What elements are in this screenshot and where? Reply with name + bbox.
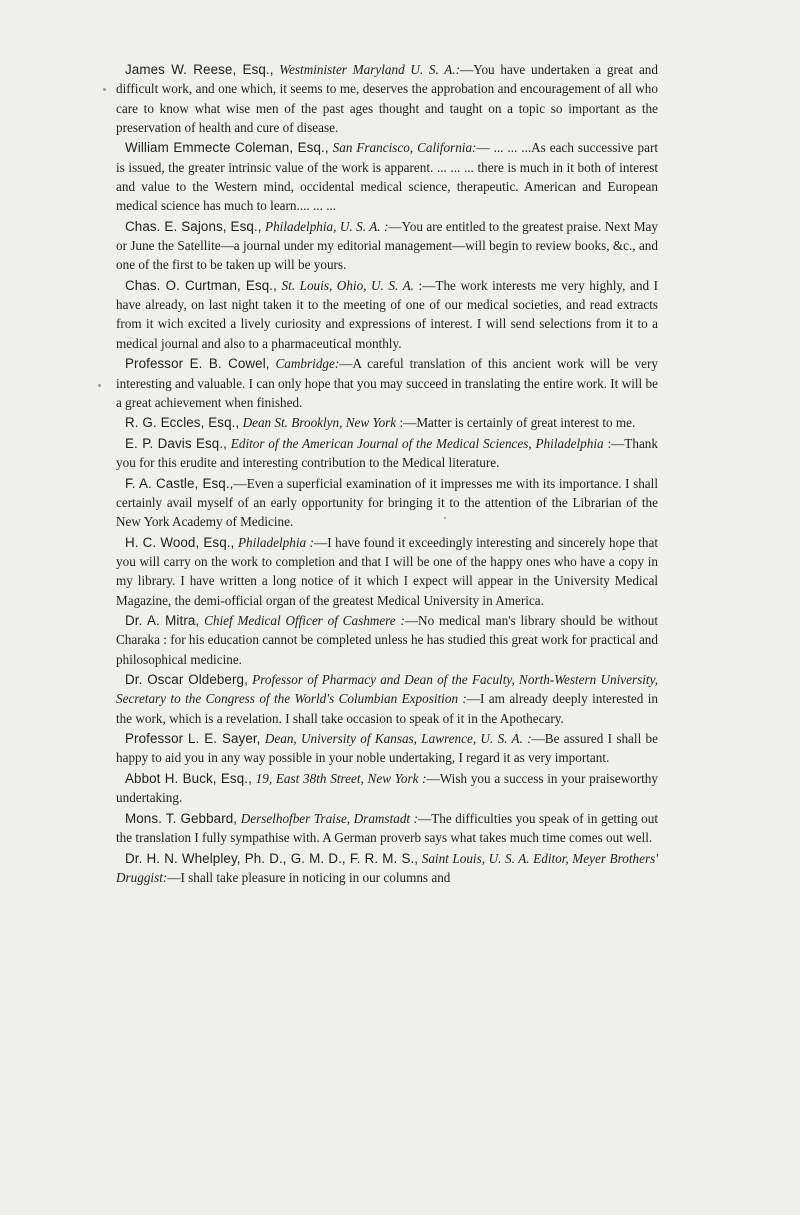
testimonial-entry (116, 849, 658, 888)
testimonial-entry (116, 413, 658, 432)
testimonial-text: —No medical man's library should be without Charaka : for his education cannot be completed unless he has studied this great work for practical and philosophical medicine. (116, 613, 658, 667)
testimonial-text: —Be assured I shall be happy to aid you in any way possible in your noble undertaking, I regard it as very important. (116, 731, 659, 766)
testimonial-entry (116, 809, 658, 848)
testimonial-text: —You have undertaken a great and difficult work, and one which, it seems to me, deserves the approbation and encouragement of all who care to know what wise men of the past ages thought and taught on a topic so important as the preservation of health and cure of disease. (116, 62, 658, 135)
testimonials-body (116, 60, 658, 888)
testimonial-text: :—Matter is certainly of great interest to me. (396, 415, 636, 431)
testimonial-entry (116, 217, 658, 275)
testimonial-text: —A careful translation of this ancient work will be very interesting and valuable. I can only hope that you may succeed in translating the entire work. It will be a great achievement when finished. (116, 356, 658, 410)
testimonial-entry (116, 729, 658, 768)
testimonial-entry (116, 670, 658, 728)
testimonial-author: Dr. Oscar Oldeberg, (125, 672, 248, 688)
testimonial-author: Dr. H. N. Whelpley, Ph. D., G. M. D., F. R. M. S., (125, 850, 419, 866)
testimonial-entry (116, 434, 658, 473)
testimonial-author: William Emmecte Coleman, Esq., (125, 140, 329, 156)
testimonial-location: Saint Louis, U. S. A. Editor, Meyer Brothers' Druggist: (116, 850, 659, 885)
testimonial-author: H. C. Wood, Esq., (125, 534, 235, 550)
testimonial-location: Philadelphia : (237, 534, 315, 550)
testimonial-author: R. G. Eccles, Esq., (125, 415, 240, 431)
testimonial-text: — ... ... ...As each successive part is issued, the greater intrinsic value of the work is apparent. ... ... ... there is much in it both of interest and value to the Western mind, occidental medical science, therapeutic. American and European medical science has much to learn.... ... ... (116, 140, 658, 214)
testimonial-author: Mons. T. Gebbard, (125, 810, 238, 826)
testimonial-entry (116, 276, 658, 353)
testimonial-author: F. A. Castle, Esq., (125, 475, 234, 491)
testimonial-text: —The difficulties you speak of in getting out the translation I fully sympathise with. A German proverb says what takes much time comes out well. (116, 810, 659, 846)
testimonial-location: Dean St. Brooklyn, New York (242, 415, 397, 431)
testimonial-location: Editor of the American Journal of the Medical Sciences, Philadelphia (230, 435, 604, 451)
testimonial-text: :—Thank you for this erudite and interesting contribution to the Medical literature. (116, 435, 658, 471)
testimonial-location: Cambridge: (275, 356, 340, 372)
testimonial-text: —I shall take pleasure in noticing in our columns and (167, 869, 451, 885)
testimonial-location: Dean, University of Kansas, Lawrence, U. S. A. : (264, 731, 532, 747)
testimonial-entry (116, 533, 658, 610)
testimonial-author: Dr. A. Mitra, (125, 613, 200, 628)
testimonial-text: —I am already deeply interested in the work, which is a revelation. I shall take occasion to speak of it in the Apothecary. (116, 691, 658, 726)
testimonial-author: Chas. E. Sajons, Esq., (125, 218, 262, 234)
testimonial-location: St. Louis, Ohio, U. S. A. (281, 277, 414, 293)
print-speck (103, 88, 106, 91)
testimonial-author: Professor E. B. Cowel, (125, 356, 270, 372)
testimonial-author: E. P. Davis Esq., (125, 435, 227, 451)
print-speck (98, 384, 101, 387)
testimonial-author: James W. Reese, Esq., (125, 62, 274, 77)
testimonial-location: Professor of Pharmacy and Dean of the Faculty, North-Western University, Secretary to the Congress of the World's Columbian Exposition : (116, 672, 658, 707)
testimonial-entry (116, 354, 658, 412)
testimonial-location: 19, East 38th Street, New York : (255, 770, 427, 786)
testimonial-location: San Francisco, California: (332, 140, 477, 156)
testimonial-location: Chief Medical Officer of Cashmere : (204, 613, 405, 628)
testimonial-entry (116, 60, 658, 137)
testimonial-location: Philadelphia, U. S. A. : (265, 218, 389, 234)
testimonial-author: Abbot H. Buck, Esq., (125, 770, 252, 786)
testimonial-text: —Wish you a success in your praiseworthy undertaking. (116, 770, 658, 806)
testimonial-author: Chas. O. Curtman, Esq., (125, 277, 277, 293)
testimonial-author: Professor L. E. Sayer, (125, 731, 261, 747)
testimonial-entry (116, 769, 658, 808)
testimonial-text: —I have found it exceedingly interesting and sincerely hope that you will carry on the work to completion and that I will be one of the happy ones who have a copy in my library. I have written a long notice of it which I expect will appear in the University Medical Magazine, the demi-official organ of the greatest Medical University in America. (116, 534, 658, 608)
testimonial-entry (116, 611, 658, 669)
testimonial-text: :—The work interests me very highly, and I have already, on last night taken it to the meeting of one of our medical societies, and read extracts from it wich excited a lively curiosity and expressions of interest. I will send selections from it to a medical journal and also to a pharmaceutical monthly. (116, 277, 658, 351)
testimonial-entry (116, 138, 658, 215)
testimonial-location: Derselhofber Traise, Dramstadt : (240, 810, 419, 826)
testimonial-text: —Even a superficial examination of it impresses me with its importance. I shall certainly avail myself of an early opportunity for bringing it to the attention of the Librarian of the New York Academy of Medicine. (116, 475, 658, 530)
testimonial-location: Westminister Maryland U. S. A.: (279, 62, 461, 77)
testimonial-entry (116, 474, 658, 532)
testimonial-text: —You are entitled to the greatest praise. Next May or June the Satellite—a journal under my editorial management—will begin to review books, &c., and one of the first to be taken up will be yours. (116, 218, 659, 273)
print-speck (444, 517, 446, 519)
